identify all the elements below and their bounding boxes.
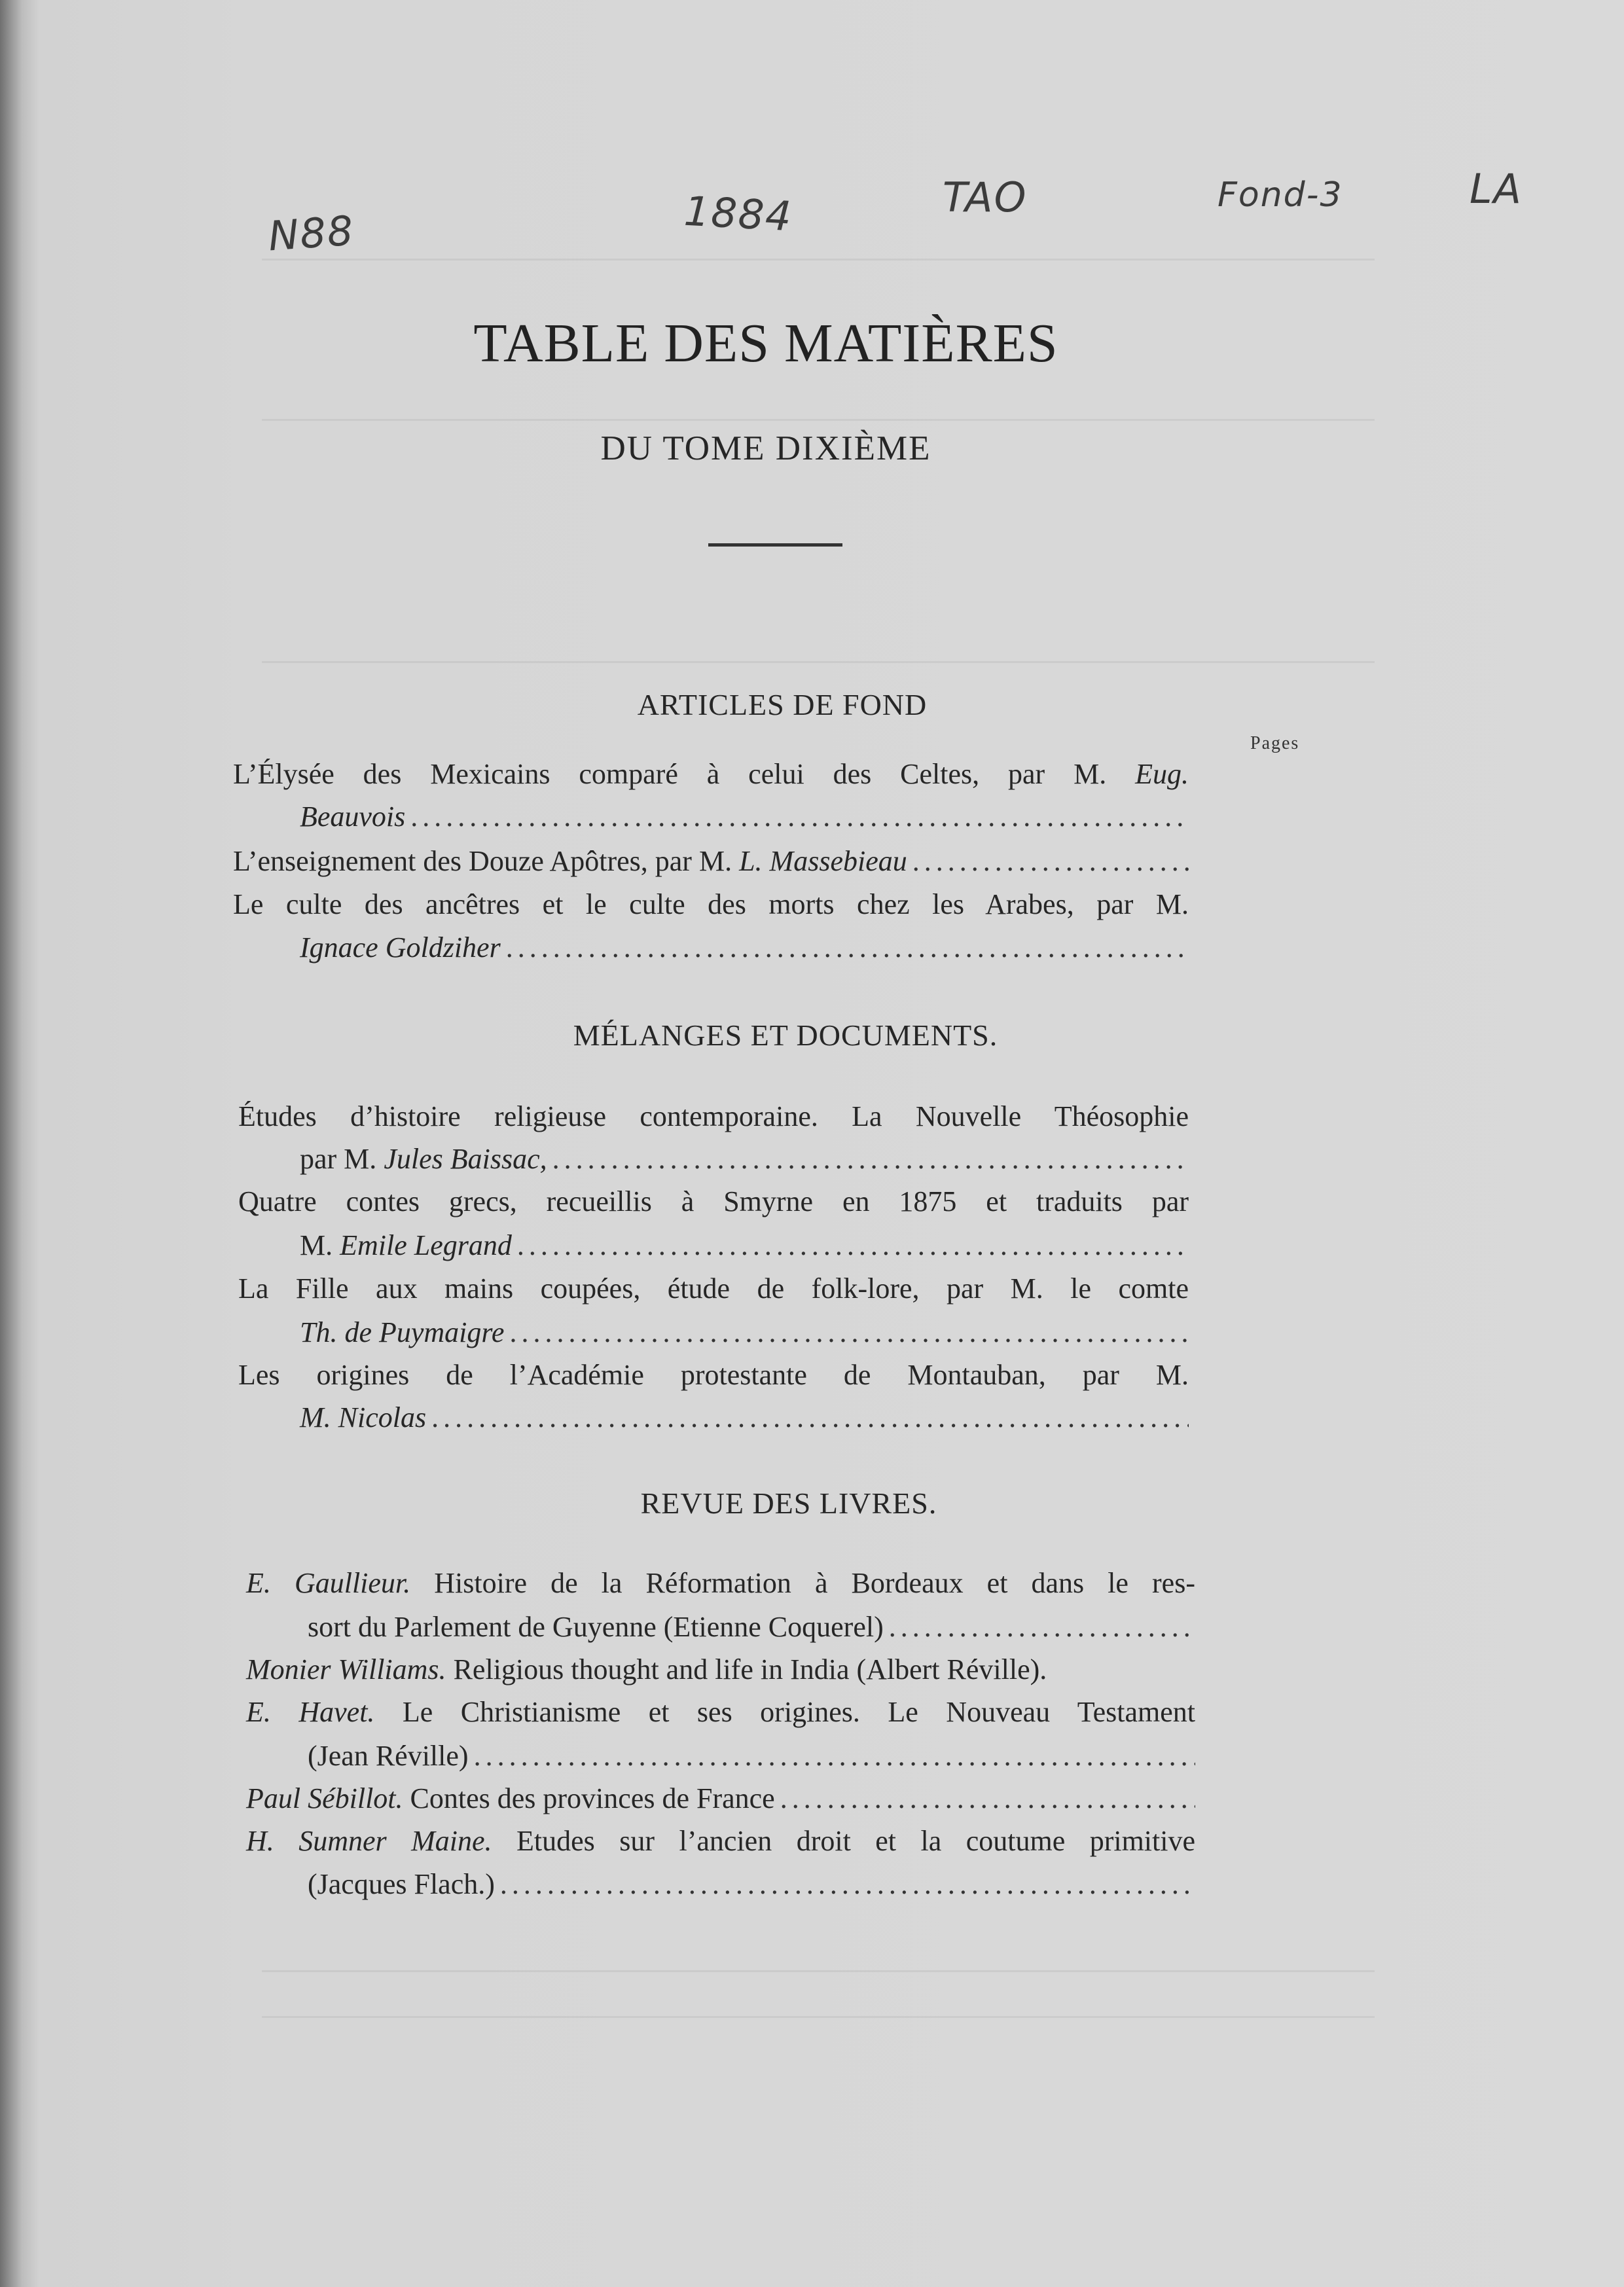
page-title: TABLE DES MATIÈRES [473, 313, 1058, 374]
entry-line: (Jacques Flach.) ..... [308, 1867, 1195, 1901]
entry-line: L’Élysée des Mexicains comparé à celui des Celtes, par M. Eug. [233, 758, 1189, 790]
bleed-through [262, 661, 1375, 663]
handwritten-year: 1884 [683, 187, 794, 241]
entry-line: E. Gaullieur. Histoire de la Réformation à Bordeaux et dans le res- [246, 1567, 1195, 1599]
handwritten-fond: Fond-3 [1218, 175, 1343, 215]
entry-line: Les origines de l’Académie protestante de Montauban, par M. [238, 1359, 1189, 1391]
entry-line: Monier Williams. Religious thought and life in India (Albert Réville). [246, 1653, 1047, 1685]
entry-line: (Jean Réville) ..... [308, 1739, 1195, 1773]
pages-column-label: Pages [1250, 733, 1300, 753]
section-heading-melanges: MÉLANGES ET DOCUMENTS. [573, 1018, 998, 1052]
title-rule [708, 543, 842, 547]
entry-line: Beauvois ..... [300, 800, 1189, 833]
entry-line: M. Nicolas ..... [300, 1401, 1189, 1434]
bleed-through [262, 2016, 1375, 2018]
handwritten-mark: LA [1470, 165, 1523, 213]
entry-line: La Fille aux mains coupées, étude de folk-lore, par M. le comte [238, 1272, 1189, 1305]
entry-line: par M. Jules Baissac, ..... [300, 1142, 1189, 1176]
entry-line: Le culte des ancêtres et le culte des morts chez les Arabes, par M. [233, 888, 1189, 920]
bleed-through [262, 1970, 1375, 1972]
handwritten-number: N88 [266, 206, 356, 261]
entry-line: sort du Parlement de Guyenne (Etienne Coquerel) ..... [308, 1610, 1195, 1644]
section-heading-revue: REVUE DES LIVRES. [640, 1486, 937, 1520]
entry-line: M. Emile Legrand ..... [300, 1229, 1189, 1262]
handwritten-code: TAO [943, 173, 1028, 221]
bleed-through [262, 259, 1375, 261]
section-heading-articles: ARTICLES DE FOND [637, 688, 928, 721]
page-subtitle: DU TOME DIXIÈME [600, 429, 931, 467]
entry-line: H. Sumner Maine. Etudes sur l’ancien droit et la coutume primitive [246, 1825, 1196, 1857]
entry-line: L’enseignement des Douze Apôtres, par M. L. Massebieau ..... [233, 844, 1189, 878]
entry-line: Ignace Goldziher ..... [300, 931, 1189, 964]
bleed-through [262, 419, 1375, 421]
entry-line: Th. de Puymaigre ..... [300, 1316, 1189, 1349]
entry-line: Quatre contes grecs, recueillis à Smyrne en 1875 et traduits par [238, 1185, 1189, 1217]
entry-line: Études d’histoire religieuse contemporaine. La Nouvelle Théosophie [238, 1100, 1189, 1132]
entry-line: Paul Sébillot. Contes des provinces de France ..... [246, 1782, 1195, 1815]
entry-line: E. Havet. Le Christianisme et ses origines. Le Nouveau Testament [246, 1696, 1196, 1728]
